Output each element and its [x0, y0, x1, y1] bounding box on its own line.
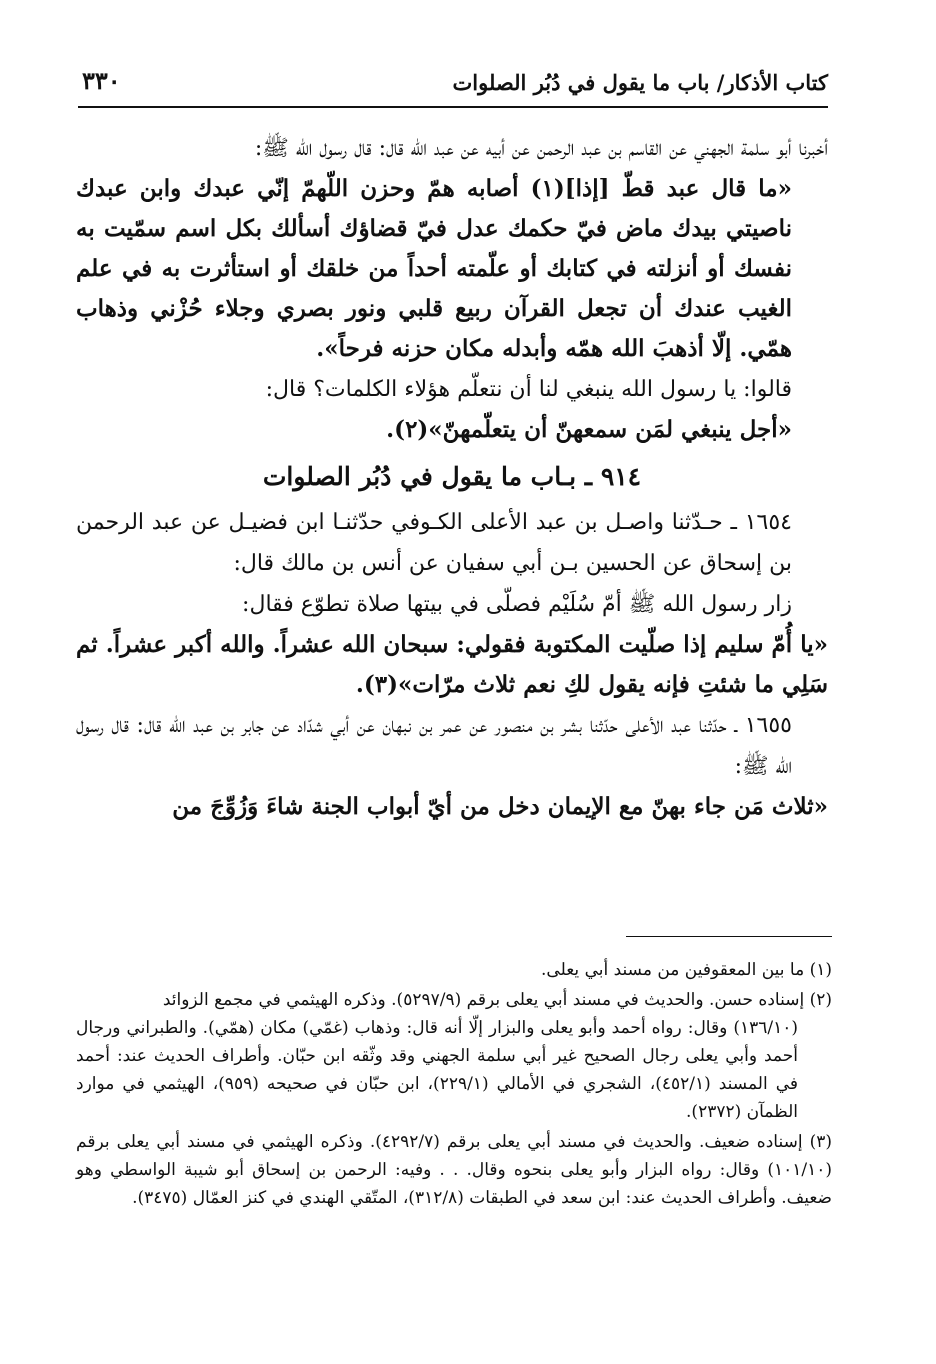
footnote-3-lead: (٣) إسناده ضعيف. والحديث في مسند أبي يعلى برقم (٤٢٩٢/٧). وذكره الهيثمي في مسند أبي يعلى — [116, 1132, 832, 1152]
footnotes — [76, 956, 832, 1214]
main-text — [76, 128, 828, 827]
paragraph-hadith-1655-isnad: ١٦٥٥ ـ حدّثنا عبد الأعلى حدّثنا بشر بن منصور عن عمر بن نبهان عن أبي شدّاد عن جابر بن عبد الله قال: قال رسول الله ﷺ: — [76, 713, 792, 779]
page-number: ٣٣٠ — [82, 66, 121, 95]
footnote-2 — [76, 986, 832, 1126]
paragraph-hadith-1654-text: «يا أُمّ سليم إذا صلّيت المكتوبة فقولي: سبحان الله عشراً. والله أكبر عشراً. ثم سَلِي ما شئتِ فإنه يقول لكِ نعم ثلاث مرّات»(٣). — [76, 631, 828, 698]
footnote-3-continuation: برقم (١٠١/١٠) وقال: رواه البزار وأبو يعلى بنحوه وقال. . . وفيه: الرحمن بن إسحاق أبو شيبة الواسطي وهو ضعيف. وأطراف الحديث عند: ابن سعد في الطبقات (٣١٢/٨)، المتّقي الهندي في كنز العمّال (٣٤٧٥). — [76, 1132, 832, 1208]
paragraph-chain-of-narration: أخبرنا أبو سلمة الجهني عن القاسم بن عبد الرحمن عن أبيه عن عبد الله قال: قال رسول الله ﷺ: — [254, 136, 828, 161]
paragraph-hadith-1655-text: «ثلاث مَن جاء بهنّ مع الإيمان دخل من أيّ أبواب الجنة شاءَ وَزُوِّجَ من — [172, 793, 828, 820]
paragraph-hadith-1654-isnad: ١٦٥٤ ـ حـدّثنا واصـل بن عبد الأعلى الكـوفي حدّثنـا ابن فضيـل عن عبد الرحمن بن إسحاق عن الحسين بـن أبي سفيان عن أنس بن مالك قال: — [76, 510, 792, 576]
footnote-1: (١) ما بين المعقوفين من مسند أبي يعلى. — [541, 960, 832, 980]
chapter-heading: ٩١٤ ـ بـاب ما يقول في دُبُر الصلوات — [262, 462, 642, 491]
footnote-2-continuation: (١٣٦/١٠) وقال: رواه أحمد وأبو يعلى والبزار إلّا أنه قال: وذهاب (غمّي) مكان (همّي). والطبراني ورجال أحمد وأبي يعلى رجال الصحيح غير أبي سلمة الجهني وقد وثّقه ابن حبّان. وأطراف الحديث عند: أحمد في المسند (٤٥٢/١)، الشجري في الأمالي (٢٢٩/١)، ابن حبّان في صحيحه (٩٥٩)، الهيثمي في موارد الظمآن (٢٣٧٢). — [76, 1018, 798, 1122]
paragraph-hadith-text: «ما قال عبد قطّ [إذا](١) أصابه همّ وحزن اللّهمّ إنّي عبدك وابن عبدك ناصيتي بيدك ماض فيّ حكمك عدل فيّ قضاؤك أسألك بكل اسم سمّيت به نفسك أو أنزلته في كتابك أو علّمته أحداً من خلقك أو استأثرت به في علم الغيب عندك أن تجعل القرآن ربيع قلبي ونور بصري وجلاء حُزْني وذهاب همّي. إلّا أذهبَ الله همّه وأبدله مكان حزنه فرحاً». — [76, 175, 792, 362]
running-header — [78, 66, 828, 108]
header-title: كتاب الأذكار/ باب ما يقول في دُبُر الصلوات — [452, 70, 828, 95]
paragraph-question: قالوا: يا رسول الله ينبغي لنا أن نتعلّم هؤلاء الكلمات؟ قال: — [265, 377, 792, 402]
footnote-3 — [76, 1128, 832, 1212]
footnote-divider — [626, 936, 832, 937]
paragraph-answer: «أجل ينبغي لمَن سمعهنّ أن يتعلّمهنّ»(٢). — [386, 416, 792, 443]
footnote-2-lead: (٢) إسناده حسن. والحديث في مسند أبي يعلى برقم (٥٢٩٧/٩). وذكره الهيثمي في مجمع الزوائد — [162, 990, 832, 1010]
paragraph-hadith-1654-context: زار رسول الله ﷺ أمّ سُلَيْم فصلّى في بيتها صلاة تطوّع فقال: — [242, 592, 792, 617]
